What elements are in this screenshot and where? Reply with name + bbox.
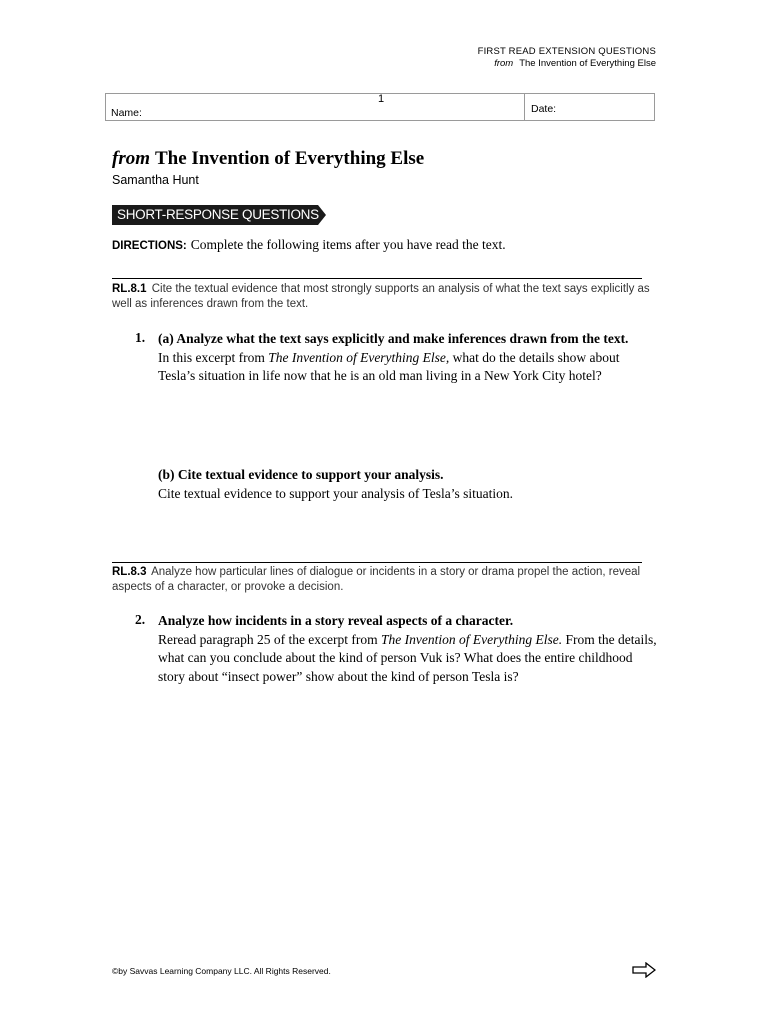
header-from: from: [494, 58, 514, 69]
question-2: [158, 612, 658, 686]
standard-code: RL.8.1: [112, 283, 147, 295]
prompt-work-title: The Invention of Everything Else.: [381, 631, 563, 647]
copyright-footer: ©by Savvas Learning Company LLC. All Rights Reserved.: [112, 966, 331, 976]
question-prompt: Cite textual evidence to support your analysis of Tesla’s situation.: [158, 485, 513, 501]
standard-rl83: [112, 565, 657, 595]
title-from: from: [112, 148, 150, 169]
header-series-title: FIRST READ EXTENSION QUESTIONS: [477, 46, 656, 57]
prompt-prefix: In this excerpt from: [158, 349, 269, 365]
prompt-prefix: Reread paragraph 25 of the excerpt from: [158, 631, 382, 647]
right-arrow-icon[interactable]: [632, 962, 656, 983]
prompt-suffix: From the details, what can you conclude about the kind of person Vuk is? What does the entire childhood story about “insect power” show about the kind of person Tesla is?: [158, 631, 657, 684]
header-work-title: [494, 58, 656, 70]
directions-text: Complete the following items after you have read the text.: [190, 237, 506, 252]
document-title: [112, 148, 424, 170]
name-field[interactable]: Name:: [111, 107, 142, 119]
question-heading: (a) Analyze what the text says explicitly and make inferences drawn from the text.: [158, 331, 629, 346]
date-field[interactable]: Date:: [531, 103, 557, 115]
directions-label: DIRECTIONS:: [112, 240, 187, 252]
question-heading: (b) Cite textual evidence to support your analysis.: [158, 467, 444, 482]
standard-code: RL.8.3: [112, 566, 147, 578]
divider-line: [112, 278, 642, 279]
standard-text: Analyze how particular lines of dialogue or incidents in a story or drama propel the action, reveal aspects of a character, or provoke a decision.: [112, 566, 641, 593]
question-prompt: [158, 631, 658, 687]
question-prompt: [158, 349, 658, 386]
standard-text: Cite the textual evidence that most strongly supports an analysis of what the text says explicitly as well as inferences drawn from the text.: [112, 283, 650, 310]
page-number: 1: [378, 93, 385, 105]
divider-line: [112, 562, 642, 563]
question-heading: Analyze how incidents in a story reveal aspects of a character.: [158, 613, 514, 628]
question-number: 2.: [135, 612, 146, 627]
section-banner: [112, 205, 326, 225]
question-number: 1.: [135, 330, 146, 345]
question-1-part-a: [158, 330, 658, 386]
banner-label: SHORT-RESPONSE QUESTIONS: [117, 207, 319, 222]
author-name: Samantha Hunt: [112, 173, 199, 187]
question-1-part-b: [158, 466, 658, 503]
prompt-suffix: what do the details show about Tesla’s situation in life now that he is an old man living in a New York City hotel?: [158, 349, 620, 383]
name-date-box: [105, 93, 655, 121]
standard-rl81: [112, 282, 657, 312]
directions: [112, 237, 506, 253]
title-text: The Invention of Everything Else: [155, 148, 425, 169]
header-title-text: The Invention of Everything Else: [519, 58, 656, 69]
box-divider: [524, 94, 525, 120]
prompt-work-title: The Invention of Everything Else,: [268, 349, 450, 365]
